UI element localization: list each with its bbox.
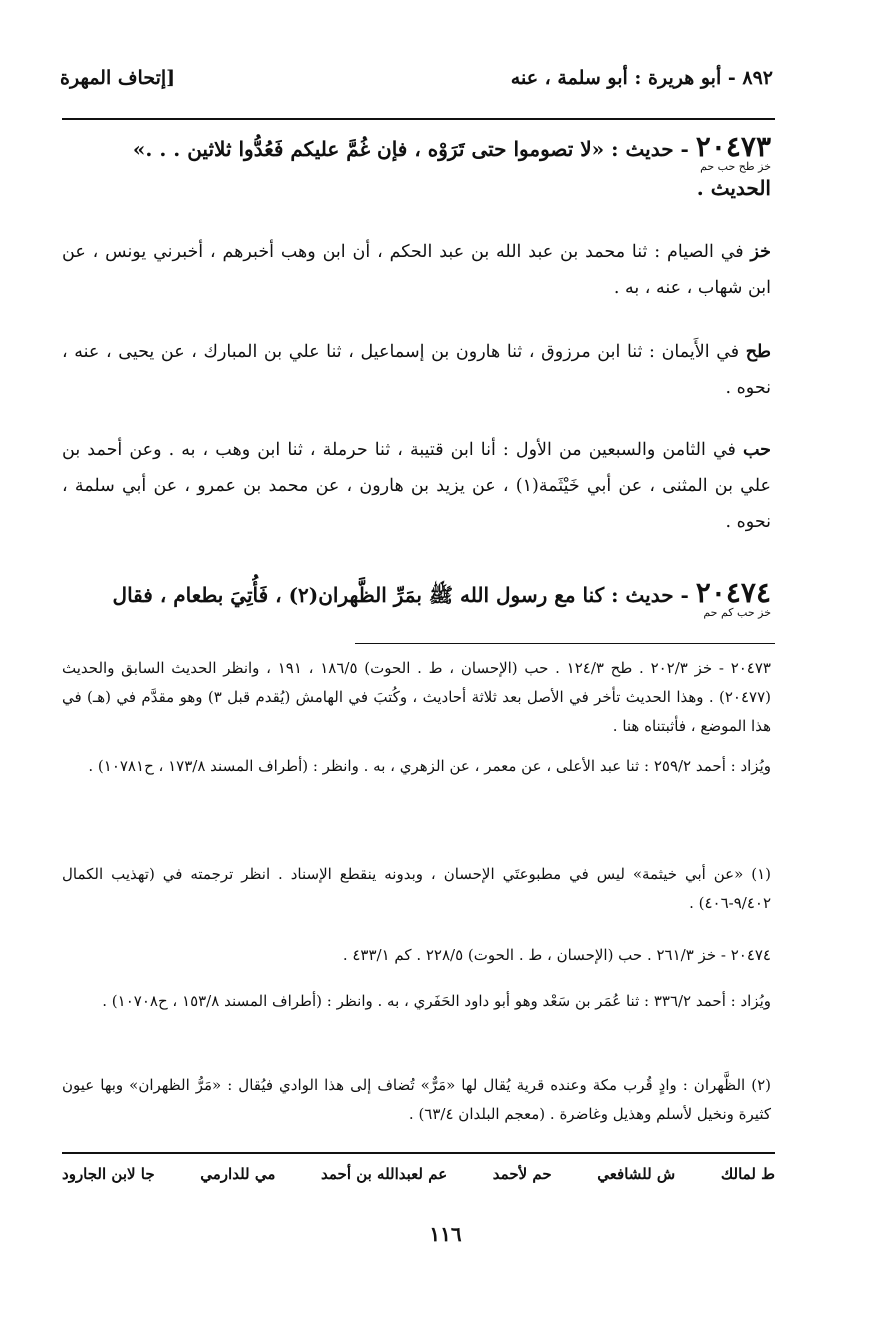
hadith-text: - حديث : كنا مع رسول الله ﷺ بمَرِّ الظَّهران(٢) ، فَأُتِيَ بطعام ، فقال <box>112 583 696 607</box>
hadith-text-tail: الحديث . <box>696 176 771 200</box>
source-siglum: حب <box>742 440 771 460</box>
chain-text: في الصيام : ثنا محمد بن عبد الله بن عبد الحكم ، أن ابن وهب أخبرهم ، أخبرني يونس ، عن ابن شهاب ، عنه ، به . <box>62 242 771 298</box>
legend-item: ش للشافعي <box>597 1165 676 1183</box>
legend-item: ط لمالك <box>720 1165 775 1183</box>
header-book-title: [إتحاف المهرة <box>60 67 176 89</box>
legend-rule <box>62 1152 775 1154</box>
abbreviation-legend <box>62 1165 775 1183</box>
chain-text: في الثامن والسبعين من الأول : أنا ابن قتيبة ، ثنا حرملة ، ثنا ابن وهب ، به . وعن أحمد بن علي بن المثنى ، عن أبي خَيْثَمة(١) ، عن يزيد بن هارون ، عن محمد بن عمرو ، عن أبي سلمة ، نحوه . <box>62 440 771 532</box>
footnote-20473-addition: ويُزاد : أحمد ٢٥٩/٢ : ثنا عبد الأعلى ، عن معمر ، عن الزهري ، به . وانظر : (أطراف المسند ١٧٣/٨ ، ح١٠٧٨١) . <box>88 757 771 775</box>
legend-item: جا لابن الجارود <box>62 1165 155 1183</box>
footnote-20474-addition: ويُزاد : أحمد ٣٣٦/٢ : ثنا عُمَر بن سَعْد وهو أبو داود الحَفَري ، به . وانظر : (أطراف المسند ١٥٣/٨ ، ح١٠٧٠٨) . <box>102 992 771 1010</box>
hadith-entry-20474 <box>62 578 771 619</box>
source-siglum: طح <box>745 342 771 362</box>
hadith-sigla: خز طح حب حم <box>700 160 771 173</box>
legend-item: عم لعبدالله بن أحمد <box>321 1165 448 1183</box>
chain-paragraph-hb <box>62 432 771 540</box>
hadith-number: ٢٠٤٧٣ <box>695 130 771 163</box>
hadith-text: - حديث : «لا تصوموا حتى تَرَوْه ، فإن غُمَّ عليكم فَعُدُّوا ثلاثين . . .» <box>132 137 696 161</box>
hadith-sigla: خز حب كم حم <box>703 606 771 619</box>
chain-paragraph-th <box>62 334 771 406</box>
hadith-number: ٢٠٤٧٤ <box>695 576 771 609</box>
footnote-1: (١) «عن أبي خيثمة» ليس في مطبوعتَي الإحسان ، وبدونه ينقطع الإسناد . انظر ترجمته في (تهذيب الكمال ٩/٤٠٢-٤٠٦) . <box>62 865 771 912</box>
page-number: ١١٦ <box>429 1222 462 1246</box>
running-header <box>60 58 773 98</box>
header-section-title: ٨٩٢ - أبو هريرة : أبو سلمة ، عنه <box>510 67 773 89</box>
chain-paragraph-khz <box>62 234 771 306</box>
chain-text: في الأَيمان : ثنا ابن مرزوق ، ثنا هارون بن إسماعيل ، ثنا علي بن المبارك ، عن يحيى ، عنه ، نحوه . <box>62 342 771 398</box>
footnote-20474: ٢٠٤٧٤ - خز ٢٦١/٣ . حب (الإحسان ، ط . الحوت) ٢٢٨/٥ . كم ٤٣٣/١ . <box>342 946 771 964</box>
footnote-20473: ٢٠٤٧٣ - خز ٢٠٢/٣ . طح ١٢٤/٣ . حب (الإحسان ، ط . الحوت) ١٨٦/٥ ، ١٩١ ، وانظر الحديث السابق والحديث (٢٠٤٧٧) . وهذا الحديث تأخر في الأصل بعد ثلاثة أحاديث ، وكُتبَ في الهامش (يُقدم قبل ٣) وهو مقدَّم في (هـ) في هذا الموضع ، فأثبتناه هنا . <box>62 659 771 735</box>
footnote-2: (٢) الظَّهران : وادٍ قُرب مكة وعنده قرية يُقال لها «مَرٌّ» تُضاف إلى هذا الوادي فيُقال : «مَرُّ الظهران» وبها عيون كثيرة ونخيل لأسلم وهذيل وغاضرة . (معجم البلدان ٦٣/٤) . <box>62 1076 771 1123</box>
legend-item: حم لأحمد <box>492 1165 552 1183</box>
header-rule <box>62 118 775 120</box>
source-siglum: خز <box>750 242 771 262</box>
hadith-entry-20473 <box>62 132 771 203</box>
legend-item: مي للدارمي <box>200 1165 276 1183</box>
footnote-separator <box>355 643 775 644</box>
